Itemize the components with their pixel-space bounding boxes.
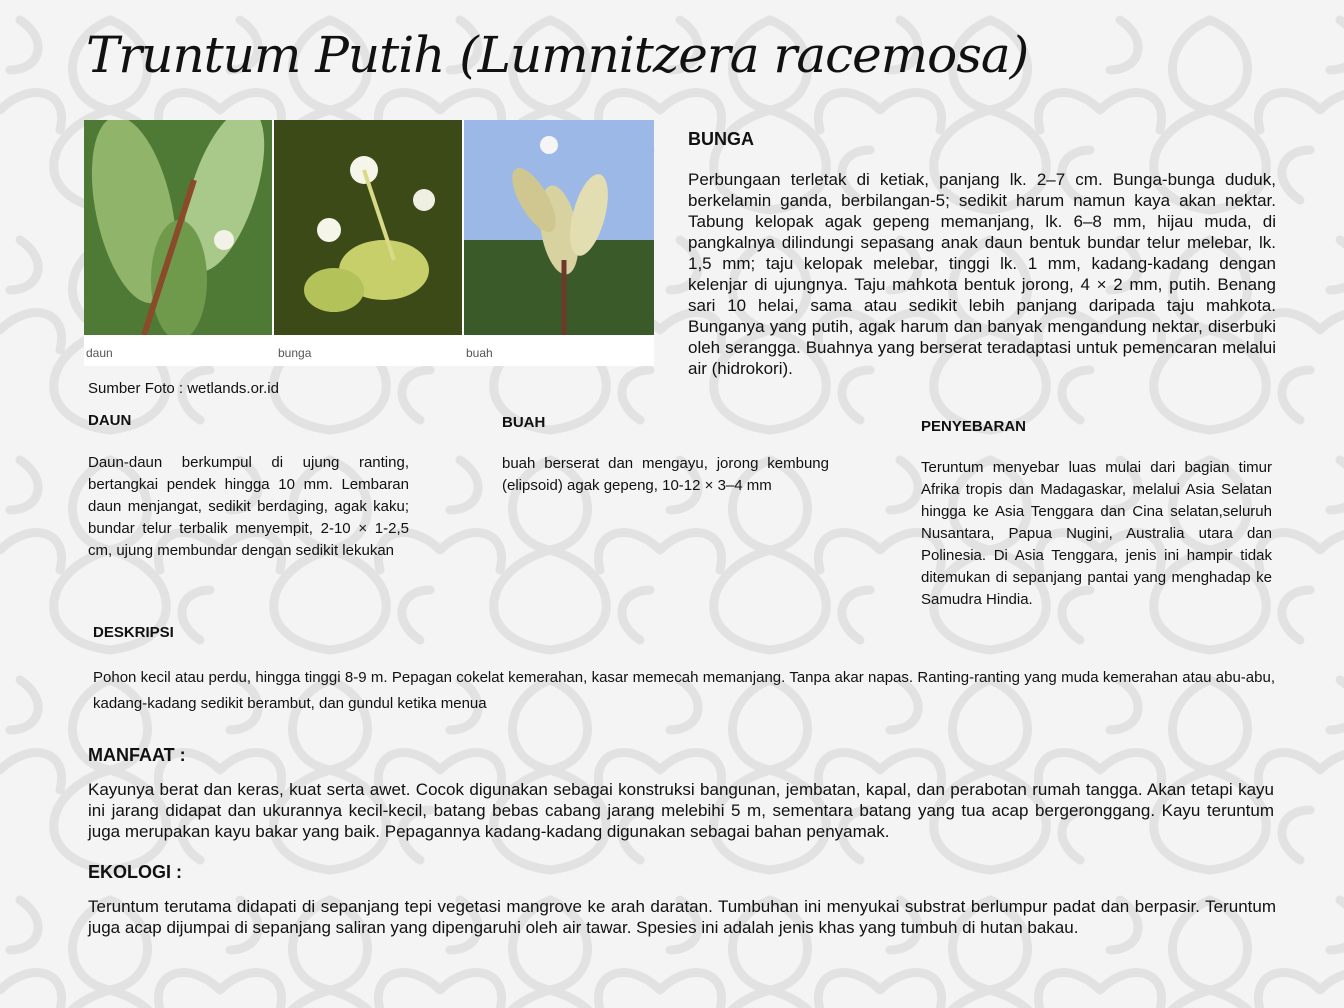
- photo-caption-bunga: bunga: [278, 346, 312, 360]
- buah-text: buah berserat dan mengayu, jorong kembung (elipsoid) agak gepeng, 10-12 × 3–4 mm: [502, 455, 829, 494]
- bunga-text: Perbungaan terletak di ketiak, panjang lk. 2–7 cm. Bunga-bunga duduk, berkelamin ganda, berbilangan-5; sedikit harum namun kaya akan nektar. Tabung kelopak agak gepeng memanjang, lk. 6–8 mm, hijau muda, di pangkalnya dilindungi sepasang anak daun bentuk bundar telur melebar, lk. 1,5 mm; taju kelopak melebar, tinggi lk. 1 mm, kadang-kadang dengan kelenjar di ujungnya. Taju mahkota bentuk jorong, 4 × 2 mm, putih. Benang sari 10 helai, sama atau sedikit lebih panjang daripada taju mahkota. Bunganya yang putih, agak harum dan banyak mengandung nektar, diserbuki oleh serangga. Buahnya yang berserat teradaptasi untuk pemencaran melalui air (hidrokori).: [688, 170, 1276, 378]
- page-title: Truntum Putih (Lumnitzera racemosa): [86, 26, 1029, 84]
- manfaat-heading: MANFAAT :: [88, 745, 186, 765]
- deskripsi-heading: DESKRIPSI: [93, 624, 174, 641]
- photo-caption-daun: daun: [86, 346, 113, 360]
- ekologi-text: Teruntum terutama didapati di sepanjang tepi vegetasi mangrove ke arah daratan. Tumbuhan ini menyukai substrat berlumpur padat dan berpasir. Teruntum juga acap dijumpai di sepanjang saliran yang dipengaruhi oleh air tawar. Spesies ini adalah jenis khas yang tumbuh di hutan bakau.: [88, 897, 1276, 937]
- photo-caption-buah: buah: [466, 346, 493, 360]
- manfaat-text: Kayunya berat dan keras, kuat serta awet. Cocok digunakan sebagai konstruksi bangunan, jembatan, kapal, dan perabotan rumah tangga. Akan tetapi kayu ini jarang didapat dan ukurannya kecil-kecil, batang bebas cabang jarang melebihi 5 m, sementara batang yang tua acap bergeronggang. Kayu teruntum juga merupakan kayu bakar yang baik. Pepagannya kadang-kadang digunakan sebagai bahan penyamak.: [88, 780, 1274, 841]
- daun-heading: DAUN: [88, 412, 132, 429]
- penyebaran-text: Teruntum menyebar luas mulai dari bagian timur Afrika tropis dan Madagaskar, melalui Asia Selatan hingga ke Asia Tenggara dan Cina selatan,seluruh Nusantara, Papua Nugini, Australia utara dan Polinesia. Di Asia Tenggara, jenis ini hampir tidak ditemukan di sepanjang pantai yang menghadap ke Samudra Hindia.: [921, 459, 1272, 608]
- deskripsi-text: Pohon kecil atau perdu, hingga tinggi 8-9 m. Pepagan cokelat kemerahan, kasar memecah memanjang. Tanpa akar napas. Ranting-ranting yang muda kemerahan atau abu-abu, kadang-kadang sedikit berambut, dan gundul ketika menua: [93, 669, 1275, 712]
- ekologi-heading: EKOLOGI :: [88, 862, 182, 882]
- photo-strip: [84, 120, 654, 366]
- buah-heading: BUAH: [502, 414, 546, 431]
- penyebaran-heading: PENYEBARAN: [921, 418, 1027, 435]
- leaf-photo: [84, 120, 272, 335]
- daun-text: Daun-daun berkumpul di ujung ranting, bertangkai pendek hingga 10 mm. Lembaran daun menjangat, sedikit berdaging, agak kaku; bundar telur terbalik menyempit, 2-10 × 1-2,5 cm, ujung membundar dengan sedikit lekukan: [88, 454, 409, 559]
- fruit-photo: [464, 120, 654, 335]
- photo-credit: Sumber Foto : wetlands.or.id: [88, 380, 279, 397]
- bunga-heading: BUNGA: [688, 129, 754, 149]
- flower-photo: [274, 120, 462, 335]
